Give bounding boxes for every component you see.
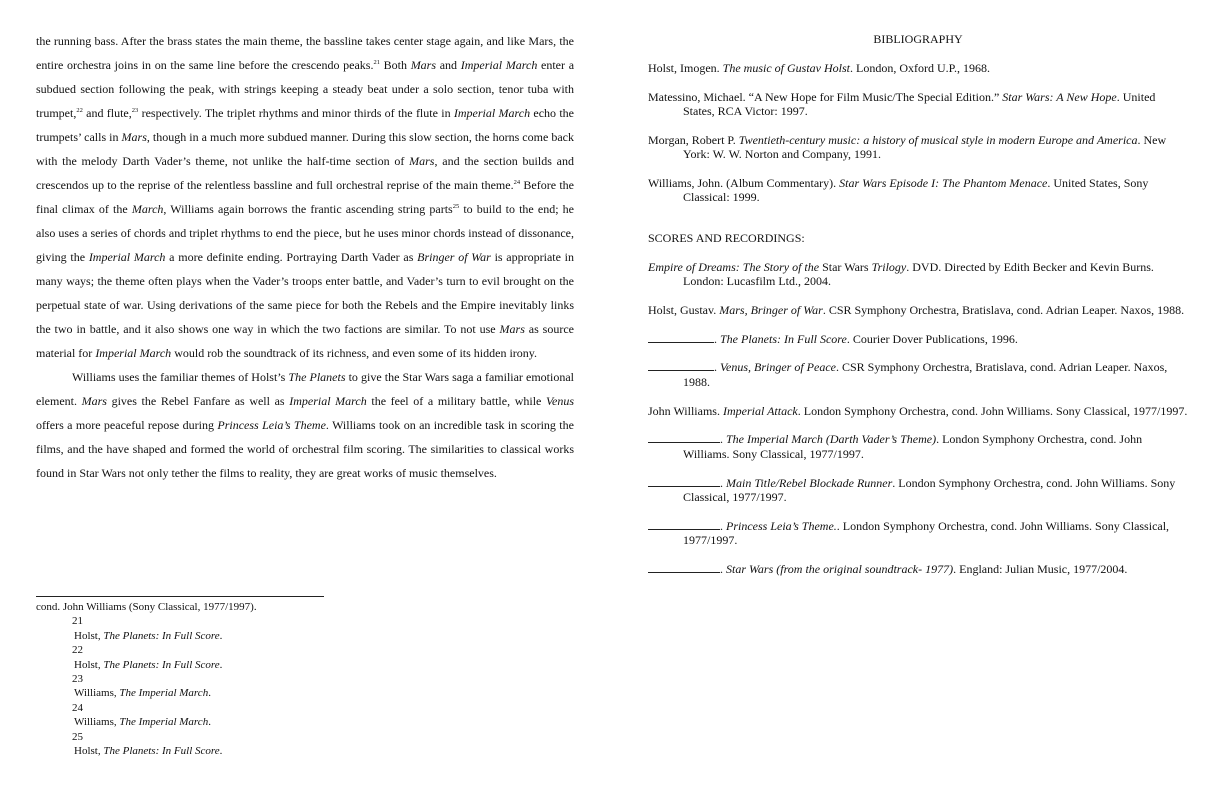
text-run: is appropriate in many ways; the theme often plays when the Vader’s troops enter battle, and Vader’s turn to evil brought on the perpetual state of war. Using derivations of the same piece for both the Rebels and the Empire inevitably links the two in battle, and it also shows one way in which the two factions are similar. To not use	[36, 250, 575, 336]
footnote-text	[72, 744, 576, 758]
italic-text: Trilogy	[868, 259, 907, 274]
text-run: gives the Rebel Fanfare as well as	[106, 394, 290, 408]
ditto-line	[648, 360, 714, 371]
footnotes	[36, 600, 576, 758]
text-run: . England: Julian Music, 1977/2004.	[953, 562, 1128, 577]
score-entry	[648, 519, 1188, 548]
italic-text: Mars	[410, 58, 437, 72]
italic-text: Imperial March	[453, 106, 531, 120]
text-run: .	[720, 432, 726, 447]
footnote-number: 21	[72, 615, 83, 628]
text-run: , and the section builds and crescendos up to the reprise of the relentless bassline and full orchestral reprise of the main theme.	[36, 154, 574, 192]
text-run: Holst, Imogen.	[648, 60, 723, 75]
italic-text: Star Wars Episode I: The Phantom Menace	[839, 176, 1048, 190]
italic-text: The Planets: In Full Score	[103, 629, 220, 642]
italic-text: Mars	[499, 322, 525, 336]
italic-text: The Planets: In Full Score	[103, 745, 220, 758]
text-run: . DVD. Directed by Edith Becker and Kevin Burns. London: Lucasfilm Ltd., 2004.	[683, 259, 1154, 289]
text-run: . London Symphony Orchestra, cond. John Williams. Sony Classical, 1977/1997.	[683, 518, 1170, 548]
footnote-reference: 21	[373, 59, 380, 66]
italic-text: Main Title/Rebel Blockade Runner	[726, 475, 893, 490]
italic-text: Imperial March	[289, 394, 367, 408]
text-run: . United States, RCA Victor: 1997.	[683, 89, 1156, 118]
score-entry	[648, 360, 1188, 389]
bibliography-entry	[648, 133, 1188, 162]
bibliography-entry	[648, 90, 1188, 119]
score-entry	[648, 260, 1188, 289]
text-run: would rob the soundtrack of its richness, and even some of its hidden irony.	[171, 346, 538, 360]
footnote-number: 24	[72, 701, 83, 714]
text-run: .	[714, 331, 720, 346]
footnote-reference: 22	[76, 107, 83, 114]
italic-text: Imperial March	[460, 58, 538, 72]
text-run: , Williams again borrows the frantic ascending string parts	[163, 202, 453, 216]
text-run: to give the Star Wars saga a familiar emotional element.	[36, 370, 575, 408]
score-entry	[648, 303, 1188, 317]
bibliography-entry	[648, 61, 1188, 75]
footnote-25	[36, 730, 576, 759]
text-run: Matessino, Michael. “A New Hope for Film Music/The Special Edition.”	[648, 89, 1003, 104]
text-run: as source material for	[36, 322, 574, 360]
footnote-21	[36, 614, 576, 643]
text-run: .	[219, 629, 223, 642]
bibliography-heading: BIBLIOGRAPHY	[873, 32, 963, 46]
italic-text: The Planets: In Full Score	[720, 331, 847, 346]
footnote-reference: 24	[513, 179, 521, 186]
footnote-22	[36, 643, 576, 672]
text-run: .	[720, 518, 726, 533]
footnote-text	[72, 658, 576, 672]
footnote-24	[36, 701, 576, 730]
text-run: and flute,	[82, 106, 132, 120]
italic-text: The Imperial March (Darth Vader’s Theme)	[726, 432, 937, 447]
text-run: .	[219, 745, 223, 758]
score-entry	[648, 432, 1188, 461]
ditto-line	[648, 519, 720, 530]
text-run: Williams,	[74, 716, 120, 729]
text-run: a more definite ending. Portraying Darth Vader as	[165, 250, 418, 264]
footnote-text	[72, 686, 576, 700]
footnote-continuation: cond. John Williams (Sony Classical, 1977/1997).	[36, 601, 257, 613]
text-run: . Williams took on an incredible task in scoring the films, and the have shaped and formed the world of orchestral film scoring. The similarities to classical works found in Star Wars not only tether the films to reality, they are great works of music themselves.	[36, 418, 574, 480]
footnote-separator	[36, 596, 324, 597]
ditto-line	[648, 476, 720, 487]
text-run: . London Symphony Orchestra, cond. John Williams. Sony Classical, 1977/1997.	[683, 475, 1176, 505]
italic-text: Imperial March	[88, 250, 166, 264]
essay-paragraph-2	[36, 365, 574, 485]
bibliography-section	[648, 32, 1188, 591]
footnote-23	[36, 672, 576, 701]
text-run: .	[208, 687, 211, 700]
footnote-number: 22	[72, 644, 83, 657]
text-run: Holst,	[74, 658, 104, 671]
italic-text: Venus, Bringer of Peace	[720, 360, 836, 375]
text-run: . CSR Symphony Orchestra, Bratislava, cond. Adrian Leaper. Naxos, 1988.	[822, 302, 1185, 317]
text-run: Both	[379, 58, 411, 72]
scores-heading: SCORES AND RECORDINGS:	[648, 230, 805, 245]
text-run: .	[714, 360, 720, 375]
text-run: . CSR Symphony Orchestra, Bratislava, cond. Adrian Leaper. Naxos, 1988.	[683, 360, 1168, 389]
footnote-number: 23	[72, 673, 83, 686]
text-run: to build to the end; he also uses a series of chords and triplet rhythms to end the piece, but he uses minor chords instead of dissonance, giving the	[36, 202, 574, 264]
score-entry	[648, 332, 1188, 346]
text-run: . London Symphony Orchestra, cond. John Williams. Sony Classical, 1977/1997.	[797, 403, 1188, 418]
italic-text: Venus	[546, 394, 574, 408]
text-run: .	[208, 716, 211, 729]
ditto-line	[648, 432, 720, 443]
ditto-line	[648, 562, 720, 573]
text-run: echo the trumpets’ calls in	[36, 106, 575, 144]
italic-text: Imperial March	[95, 346, 172, 360]
text-run: .	[720, 562, 726, 577]
italic-text: The Planets	[288, 370, 346, 384]
text-run: Holst, Gustav.	[648, 302, 720, 317]
text-run: John Williams.	[648, 403, 723, 418]
text-run: Williams, John. (Album Commentary).	[648, 176, 840, 190]
text-run: .	[219, 658, 223, 671]
text-run: Williams,	[74, 687, 120, 700]
right-page	[612, 0, 1224, 792]
text-run: . London Symphony Orchestra, cond. John Williams. Sony Classical, 1977/1997.	[683, 432, 1143, 461]
footnote-text	[72, 715, 576, 729]
text-run: the running bass. After the brass states the main theme, the bassline takes center stage again, and like Mars, the entire orchestra joins in on the same line before the crescendo peaks.	[36, 34, 574, 72]
italic-text: Princess Leia’s Theme.	[726, 518, 837, 533]
score-entry	[648, 562, 1188, 576]
text-run: Star Wars	[822, 259, 869, 274]
score-entry	[648, 476, 1188, 505]
italic-text: Mars	[409, 154, 435, 168]
text-run: Before the final climax of the	[36, 178, 574, 216]
italic-text: Mars	[121, 130, 147, 144]
text-run: respectively. The triplet rhythms and minor thirds of the flute in	[138, 106, 454, 120]
italic-text: The Imperial March	[119, 687, 209, 700]
footnote-reference: 25	[452, 203, 460, 210]
italic-text: Empire of Dreams: The Story of the	[648, 259, 823, 274]
essay-paragraph-1	[36, 29, 574, 365]
italic-text: The music of Gustav Holst	[722, 60, 851, 75]
bibliography-entry	[648, 176, 1188, 205]
italic-text: Mars, Bringer of War	[719, 302, 823, 317]
italic-text: Star Wars (from the original soundtrack- 1977)	[726, 562, 954, 577]
footnote-text	[72, 629, 576, 643]
footnote-number: 25	[72, 730, 83, 743]
text-run: . New York: W. W. Norton and Company, 1991.	[683, 132, 1167, 162]
text-run: Holst,	[74, 629, 104, 642]
text-run: Holst,	[74, 745, 104, 758]
score-entry	[648, 404, 1188, 418]
text-run: .	[720, 475, 726, 490]
italic-text: Imperial Attack	[722, 403, 798, 418]
ditto-line	[648, 332, 714, 343]
italic-text: Bringer of War	[417, 250, 491, 264]
italic-text: Princess Leia’s Theme	[217, 418, 326, 432]
text-run: . London, Oxford U.P., 1968.	[850, 60, 991, 75]
text-run: offers a more peaceful repose during	[36, 418, 218, 432]
text-run: , though in a much more subdued manner. During this slow section, the horns come back with the melody Darth Vader’s theme, not unlike the half-time section of	[36, 130, 574, 168]
text-run: . Courier Dover Publications, 1996.	[846, 331, 1018, 346]
italic-text: March	[131, 202, 164, 216]
text-run: and	[436, 58, 461, 72]
text-run: Williams uses the familiar themes of Holst’s	[72, 370, 289, 384]
italic-text: Twentieth-century music: a history of musical style in modern Europe and America	[738, 132, 1138, 147]
italic-text: Star Wars: A New Hope	[1002, 89, 1117, 104]
essay-body	[36, 29, 574, 485]
text-run: . United States, Sony Classical: 1999.	[683, 176, 1149, 205]
text-run: the feel of a military battle, while	[366, 394, 546, 408]
italic-text: Mars	[81, 394, 107, 408]
italic-text: The Planets: In Full Score	[103, 658, 220, 671]
text-run: enter a subdued section following the peak, with strings keeping a steady beat under a solo section, tenor tuba with trumpet,	[36, 58, 575, 120]
italic-text: The Imperial March	[119, 716, 209, 729]
footnote-reference: 23	[131, 107, 139, 114]
text-run: Morgan, Robert P.	[648, 132, 739, 147]
